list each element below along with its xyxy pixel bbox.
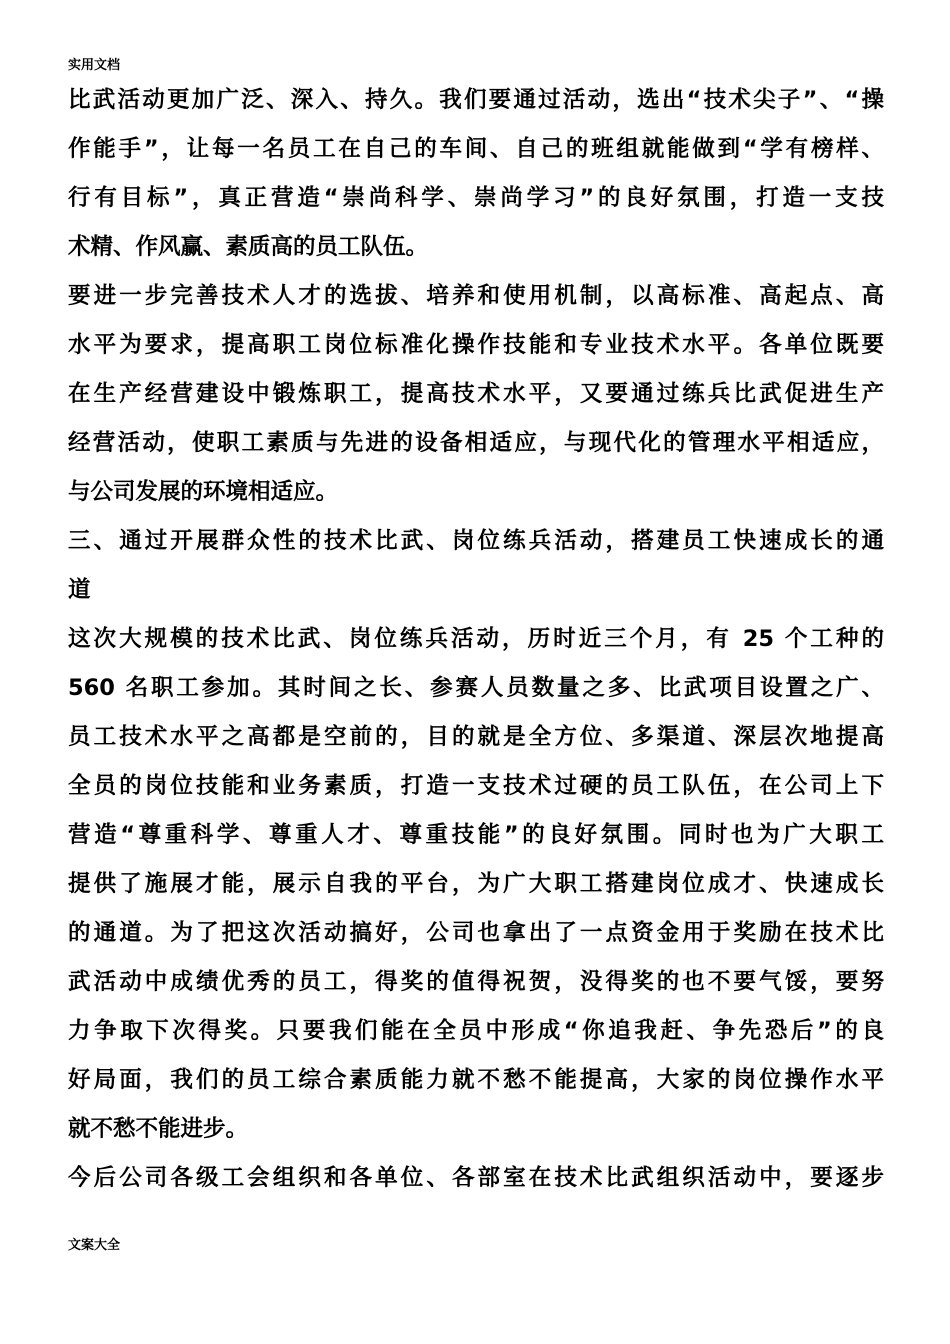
body-text xyxy=(68,76,884,1203)
text-line: 要进一步完善技术人才的选拔、培养和使用机制，以高标准、高起点、高 xyxy=(68,283,884,309)
text-line: 水平为要求，提高职工岗位标准化操作技能和专业技术水平。各单位既要 xyxy=(68,332,884,358)
section-heading-line: 道 xyxy=(68,577,91,603)
text-line: 与公司发展的环境相适应。 xyxy=(68,479,339,505)
text-line: 560 名职工参加。其时间之长、参赛人员数量之多、比武项目设置之广、 xyxy=(68,675,884,701)
text-line: 经营活动，使职工素质与先进的设备相适应，与现代化的管理水平相适应， xyxy=(68,430,884,456)
text-line: 这次大规模的技术比武、岗位练兵活动，历时近三个月，有 25 个工种的 xyxy=(68,626,884,652)
section-heading-line: 三、通过开展群众性的技术比武、岗位练兵活动，搭建员工快速成长的通 xyxy=(68,528,884,554)
text-line: 在生产经营建设中锻炼职工，提高技术水平，又要通过练兵比武促进生产 xyxy=(68,381,884,407)
text-line: 力争取下次得奖。只要我们能在全员中形成“你追我赶、争先恐后”的良 xyxy=(68,1018,884,1044)
text-line: 好局面，我们的员工综合素质能力就不愁不能提高，大家的岗位操作水平 xyxy=(68,1067,884,1093)
text-line: 武活动中成绩优秀的员工，得奖的值得祝贺，没得奖的也不要气馁，要努 xyxy=(68,969,884,995)
text-line: 就不愁不能进步。 xyxy=(68,1116,249,1142)
text-line: 全员的岗位技能和业务素质，打造一支技术过硬的员工队伍，在公司上下 xyxy=(68,773,884,799)
text-line: 的通道。为了把这次活动搞好，公司也拿出了一点资金用于奖励在技术比 xyxy=(68,920,884,946)
page-footer-label: 文案大全 xyxy=(68,1238,121,1253)
text-line: 比武活动更加广泛、深入、持久。我们要通过活动，选出“技术尖子”、“操 xyxy=(68,87,884,113)
text-line: 作能手”，让每一名员工在自己的车间、自己的班组就能做到“学有榜样、 xyxy=(68,136,884,162)
text-line: 今后公司各级工会组织和各单位、各部室在技术比武组织活动中，要逐步 xyxy=(68,1165,884,1191)
text-line: 行有目标”，真正营造“崇尚科学、崇尚学习”的良好氛围，打造一支技 xyxy=(68,185,884,211)
text-line: 员工技术水平之高都是空前的，目的就是全方位、多渠道、深层次地提高 xyxy=(68,724,884,750)
text-line: 提供了施展才能，展示自我的平台，为广大职工搭建岗位成才、快速成长 xyxy=(68,871,884,897)
text-line: 营造“尊重科学、尊重人才、尊重技能”的良好氛围。同时也为广大职工 xyxy=(68,822,884,848)
text-line: 术精、作风赢、素质高的员工队伍。 xyxy=(68,234,429,260)
page-header-label: 实用文档 xyxy=(68,58,121,73)
